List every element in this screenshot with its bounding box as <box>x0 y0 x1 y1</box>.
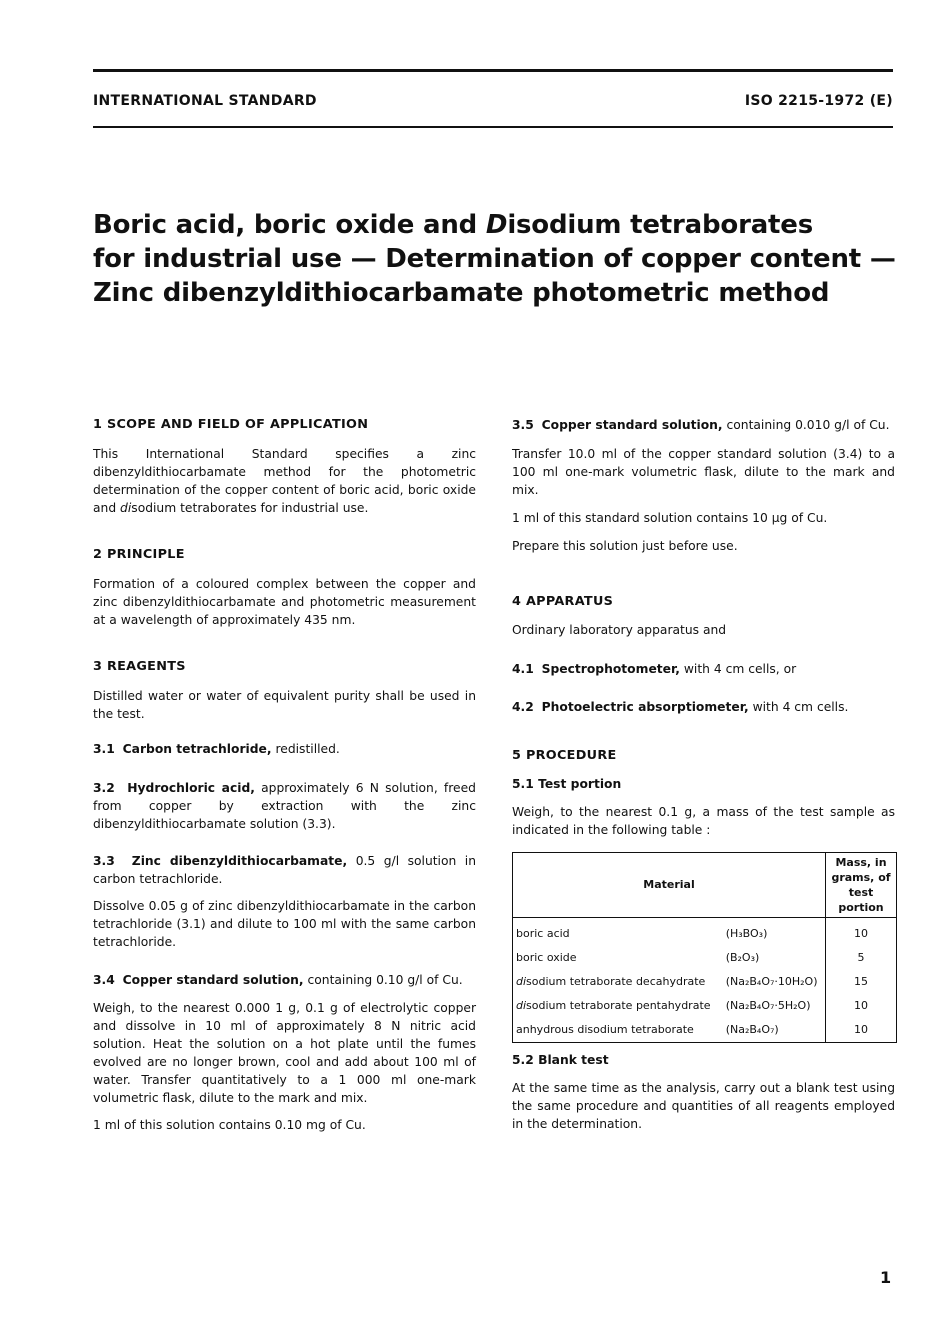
table-row <box>513 1018 897 1043</box>
clause-3-4: 3.4 Copper standard solution, containing 0.10 g/l of Cu. <box>93 973 463 987</box>
mass-value: 5 <box>826 946 897 970</box>
mass-value: 10 <box>826 1018 897 1043</box>
material-name: disodium tetraborate decahydrate <box>516 975 706 988</box>
section-heading: 4 APPARATUS <box>512 594 614 609</box>
material-name: disodium tetraborate pentahydrate <box>516 999 711 1012</box>
clause-3-5: 3.5 Copper standard solution, containing 0.010 g/l of Cu. <box>512 418 890 432</box>
title-text: isodium tetraborates <box>507 210 813 240</box>
paragraph: Weigh, to the nearest 0.1 g, a mass of the test sample as indicated in the following table : <box>512 805 895 837</box>
test-portion-table <box>512 852 897 1043</box>
document-title <box>93 208 896 310</box>
mass-value: 10 <box>826 918 897 947</box>
clause-3-1: 3.1 Carbon tetrachloride, redistilled. <box>93 742 340 756</box>
title-text: D <box>485 210 508 240</box>
paragraph: Prepare this solution just before use. <box>512 539 738 553</box>
table-row <box>513 918 897 947</box>
section-heading: 5 PROCEDURE <box>512 748 617 763</box>
material-name: anhydrous disodium tetraborate <box>516 1023 694 1036</box>
paragraph: Dissolve 0.05 g of zinc dibenzyldithiocarbamate in the carbon tetrachloride (3.1) and dilute to 100 ml with the same carbon tetrachloride. <box>93 899 476 949</box>
clause-4-2: 4.2 Photoelectric absorptiometer, with 4 cm cells. <box>512 700 849 714</box>
paragraph: 1 ml of this standard solution contains 10 µg of Cu. <box>512 511 828 525</box>
paragraph: At the same time as the analysis, carry out a blank test using the same procedure and quantities of all reagents employed in the determination. <box>512 1081 895 1131</box>
page-number: 1 <box>880 1268 892 1287</box>
paragraph: Formation of a coloured complex between the copper and zinc dibenzyldithiocarbamate and photometric measurement at a wavelength of approximately 435 nm. <box>93 577 476 627</box>
paragraph: Weigh, to the nearest 0.000 1 g, 0.1 g of electrolytic copper and dissolve in 10 ml of approximately 8 N nitric acid solution. Heat the solution on a hot plate until the fumes evolved are no longer brown, cool and add about 100 ml of water. Transfer quantitatively to a 1 000 ml one-mark volumetric flask, dilute to the mark and mix. <box>93 1001 476 1105</box>
table-row <box>513 970 897 994</box>
subsection-heading: 5.1 Test portion <box>512 777 622 791</box>
title-text: Zinc dibenzyldithiocarbamate photometric method <box>93 278 830 308</box>
material-formula: (Na₂B₄O₇·10H₂O) <box>725 975 818 988</box>
material-formula: (Na₂B₄O₇) <box>725 1023 779 1036</box>
subsection-heading: 5.2 Blank test <box>512 1053 609 1067</box>
top-rule <box>93 69 893 72</box>
material-name: boric oxide <box>516 951 577 964</box>
material-formula: (B₂O₃) <box>725 951 760 964</box>
mass-value: 10 <box>826 994 897 1018</box>
section-heading: 1 SCOPE AND FIELD OF APPLICATION <box>93 417 369 432</box>
header-left: INTERNATIONAL STANDARD <box>93 93 317 109</box>
clause-3-3: 3.3 Zinc dibenzyldithiocarbamate, 0.5 g/l solution in carbon tetrachloride. <box>93 854 476 886</box>
table-row <box>513 946 897 970</box>
paragraph: Ordinary laboratory apparatus and <box>512 623 727 637</box>
header-rule <box>93 126 893 128</box>
material-formula: (H₃BO₃) <box>725 927 768 940</box>
material-formula: (Na₂B₄O₇·5H₂O) <box>725 999 811 1012</box>
clause-4-1: 4.1 Spectrophotometer, with 4 cm cells, or <box>512 662 797 676</box>
material-name: boric acid <box>516 927 570 940</box>
paragraph: Distilled water or water of equivalent purity shall be used in the test. <box>93 689 476 721</box>
table-header-mass: Mass, in grams, of test portion <box>826 853 897 918</box>
table-header-material: Material <box>513 853 826 918</box>
paragraph: Transfer 10.0 ml of the copper standard solution (3.4) to a 100 ml one-mark volumetric flask, dilute to the mark and mix. <box>512 447 895 497</box>
section-heading: 3 REAGENTS <box>93 659 186 674</box>
clause-3-2: 3.2 Hydrochloric acid, approximately 6 N solution, freed from copper by extraction with the zinc dibenzyldithiocarbamate solution (3.3). <box>93 781 476 831</box>
header-standard-number: ISO 2215-1972 (E) <box>744 93 893 109</box>
paragraph: 1 ml of this solution contains 0.10 mg of Cu. <box>93 1118 366 1132</box>
title-text: for industrial use — Determination of copper content — <box>93 244 896 274</box>
paragraph: This International Standard specifies a zinc dibenzyldithiocarbamate method for the photometric determination of the copper content of boric acid, boric oxide and disodium tetraborates for industrial use. <box>93 447 476 515</box>
section-heading: 2 PRINCIPLE <box>93 547 185 562</box>
mass-value: 15 <box>826 970 897 994</box>
table-row <box>513 994 897 1018</box>
title-text: Boric acid, boric oxide and <box>93 210 486 240</box>
